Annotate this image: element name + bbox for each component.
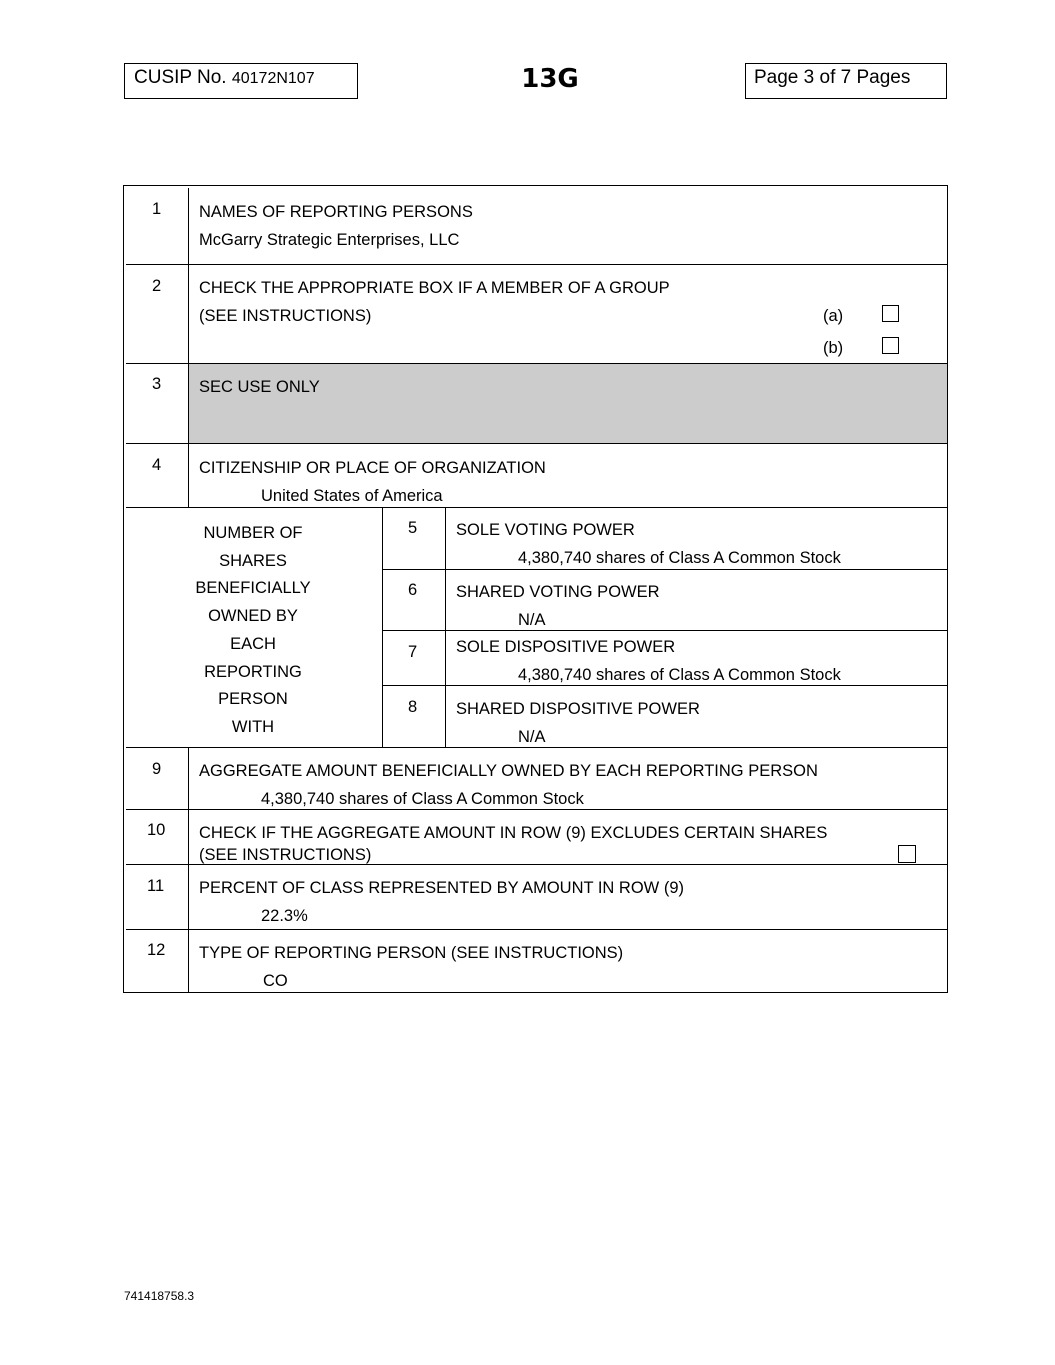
group-option-b-label: (b) bbox=[823, 339, 844, 357]
group-option-b-checkbox[interactable] bbox=[882, 337, 899, 354]
percent-of-class-value: 22.3% bbox=[261, 907, 308, 925]
row-divider bbox=[126, 809, 947, 810]
row-label: AGGREGATE AMOUNT BENEFICIALLY OWNED BY EACH REPORTING PERSON bbox=[199, 762, 818, 780]
stack-line: PERSON bbox=[218, 690, 288, 709]
page-label: Page 3 of 7 Pages bbox=[754, 67, 911, 88]
cover-page-table bbox=[123, 185, 948, 993]
stack-line: SHARES bbox=[219, 551, 287, 570]
row-label: NAMES OF REPORTING PERSONS bbox=[199, 203, 473, 221]
row-divider bbox=[382, 569, 947, 570]
row-label: TYPE OF REPORTING PERSON (SEE INSTRUCTIONS) bbox=[199, 944, 624, 962]
row-divider bbox=[126, 929, 947, 930]
aggregate-amount-value: 4,380,740 shares of Class A Common Stock bbox=[261, 790, 584, 808]
row-number: 1 bbox=[152, 200, 162, 218]
table-inner bbox=[126, 188, 945, 990]
type-of-reporting-person-value: CO bbox=[263, 972, 288, 990]
stack-line: OWNED BY bbox=[208, 607, 298, 626]
cusip-number: 40172N107 bbox=[231, 70, 315, 87]
column-divider bbox=[188, 747, 189, 992]
row-number: 2 bbox=[152, 277, 162, 295]
sec-use-only-fill bbox=[189, 364, 947, 443]
row-divider bbox=[382, 685, 947, 686]
row-number: 12 bbox=[147, 941, 166, 959]
row-number: 5 bbox=[408, 519, 418, 537]
row-number: 10 bbox=[147, 821, 166, 839]
cusip-label: CUSIP No. bbox=[134, 67, 227, 88]
cusip-box bbox=[124, 63, 358, 99]
row-number: 11 bbox=[147, 877, 165, 895]
row-divider bbox=[126, 443, 947, 444]
shared-voting-power-value: N/A bbox=[518, 611, 546, 629]
group-option-a-checkbox[interactable] bbox=[882, 305, 899, 322]
row-label-continued: (SEE INSTRUCTIONS) bbox=[199, 846, 372, 864]
row-label: CHECK THE APPROPRIATE BOX IF A MEMBER OF A GROUP bbox=[199, 279, 670, 297]
stack-line: EACH bbox=[230, 634, 276, 653]
row-number: 6 bbox=[408, 581, 418, 599]
shares-beneficially-owned-label bbox=[126, 520, 380, 742]
row-divider bbox=[126, 507, 947, 508]
row-number: 4 bbox=[152, 456, 162, 474]
row-label: SHARED DISPOSITIVE POWER bbox=[456, 700, 700, 718]
row-label-continued: (SEE INSTRUCTIONS) bbox=[199, 307, 372, 325]
page-number-box bbox=[745, 63, 947, 99]
column-divider bbox=[382, 507, 383, 747]
column-divider bbox=[188, 188, 189, 507]
row-label: SHARED VOTING POWER bbox=[456, 583, 660, 601]
column-divider bbox=[445, 507, 446, 747]
shared-dispositive-power-value: N/A bbox=[518, 728, 546, 746]
row-number: 8 bbox=[408, 698, 418, 716]
reporting-person-name: McGarry Strategic Enterprises, LLC bbox=[199, 231, 460, 249]
row-divider bbox=[382, 630, 947, 631]
citizenship-value: United States of America bbox=[261, 487, 443, 505]
stack-line: NUMBER OF bbox=[203, 524, 303, 542]
sole-dispositive-power-value: 4,380,740 shares of Class A Common Stock bbox=[518, 666, 841, 684]
row-divider bbox=[126, 363, 947, 364]
sole-voting-power-value: 4,380,740 shares of Class A Common Stock bbox=[518, 549, 841, 567]
stack-line: REPORTING bbox=[204, 662, 302, 681]
form-title: 13G bbox=[521, 64, 579, 94]
row-label: SOLE DISPOSITIVE POWER bbox=[456, 638, 676, 656]
stack-line: WITH bbox=[231, 717, 275, 736]
row-label: SEC USE ONLY bbox=[199, 378, 320, 396]
row-label: SOLE VOTING POWER bbox=[456, 521, 635, 539]
row-number: 7 bbox=[408, 643, 418, 661]
group-option-a-label: (a) bbox=[823, 307, 844, 325]
excludes-certain-shares-checkbox[interactable] bbox=[898, 845, 916, 863]
row-label: PERCENT OF CLASS REPRESENTED BY AMOUNT IN ROW (9) bbox=[199, 879, 685, 897]
row-label: CHECK IF THE AGGREGATE AMOUNT IN ROW (9) EXCLUDES CERTAIN SHARES bbox=[199, 824, 828, 842]
document-id: 741418758.3 bbox=[124, 1289, 195, 1303]
row-divider bbox=[126, 747, 947, 748]
row-label: CITIZENSHIP OR PLACE OF ORGANIZATION bbox=[199, 459, 546, 477]
stack-line: BENEFICIALLY bbox=[195, 579, 311, 598]
row-number: 9 bbox=[152, 760, 162, 778]
row-divider bbox=[126, 264, 947, 265]
row-number: 3 bbox=[152, 375, 162, 393]
